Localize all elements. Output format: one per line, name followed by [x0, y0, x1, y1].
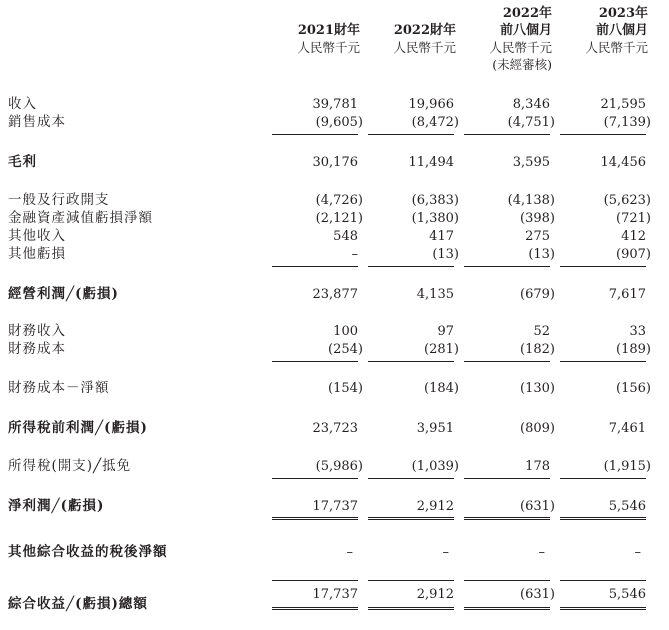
subtotal-rule — [368, 134, 454, 135]
subtotal-rule — [272, 478, 358, 479]
cell: (281) — [424, 342, 459, 357]
row-label: 所得稅(開支)╱抵免 — [8, 458, 132, 474]
row-label: 經營利潤╱(虧損) — [8, 286, 119, 302]
cell: 2,912 — [416, 499, 454, 514]
total-double-rule — [272, 607, 358, 610]
cell: (5,986) — [315, 459, 363, 474]
cell: (631) — [520, 587, 555, 602]
subtotal-rule — [464, 478, 550, 479]
col-header-8m2022 — [462, 5, 552, 73]
row-label: 淨利潤╱(虧損) — [8, 498, 105, 514]
subtotal-rule — [464, 580, 550, 581]
cell: (1,380) — [411, 211, 459, 226]
cell: (907) — [616, 247, 651, 262]
subtotal-rule — [464, 266, 550, 267]
cell: 19,966 — [408, 97, 454, 112]
cell: (398) — [520, 211, 555, 226]
total-double-rule — [464, 607, 550, 610]
cell: 39,781 — [312, 97, 358, 112]
cell: – — [442, 545, 449, 560]
cell: (13) — [432, 247, 459, 262]
col-year: 2023年 — [598, 6, 648, 21]
col-unit: 人民幣千元 — [297, 40, 360, 55]
cell: 8,346 — [512, 97, 550, 112]
cell: – — [351, 247, 358, 262]
subtotal-rule — [560, 478, 646, 479]
col-header-fy2022 — [366, 22, 456, 56]
cell: 7,461 — [608, 421, 646, 436]
cell: (4,726) — [315, 193, 363, 208]
cell: 5,546 — [608, 499, 646, 514]
cell: (8,472) — [411, 115, 459, 130]
total-double-rule — [272, 517, 358, 520]
cell: (1,039) — [411, 459, 459, 474]
cell: 100 — [333, 324, 358, 339]
subtotal-rule — [560, 134, 646, 135]
row-label: 一般及行政開支 — [8, 192, 110, 208]
row-label: 所得稅前利潤╱(虧損) — [8, 420, 148, 436]
total-double-rule — [368, 607, 454, 610]
col-period: 前八個月 — [595, 23, 648, 38]
subtotal-rule — [560, 361, 646, 362]
cell: 17,737 — [312, 499, 358, 514]
cell: (7,139) — [603, 115, 651, 130]
subtotal-rule — [272, 580, 358, 581]
total-double-rule — [368, 517, 454, 520]
subtotal-rule — [368, 361, 454, 362]
total-double-rule — [560, 517, 646, 520]
cell: 2,912 — [416, 587, 454, 602]
cell: (631) — [520, 499, 555, 514]
cell: (2,121) — [315, 211, 363, 226]
cell: 3,951 — [416, 421, 454, 436]
cell: – — [346, 545, 353, 560]
cell: 14,456 — [600, 155, 646, 170]
subtotal-rule — [368, 478, 454, 479]
cell: (809) — [520, 421, 555, 436]
col-year: 2021財年 — [297, 23, 360, 38]
subtotal-rule — [272, 361, 358, 362]
cell: 21,595 — [600, 97, 646, 112]
cell: 275 — [525, 229, 550, 244]
row-label: 綜合收益╱(虧損)總額 — [8, 596, 148, 612]
col-year: 2022年 — [502, 6, 552, 21]
cell: (4,751) — [507, 115, 555, 130]
cell: 30,176 — [312, 155, 358, 170]
row-label: 財務收入 — [8, 323, 66, 339]
cell: (5,623) — [603, 193, 651, 208]
subtotal-rule — [560, 266, 646, 267]
subtotal-rule — [464, 361, 550, 362]
cell: (4,138) — [507, 193, 555, 208]
cell: (184) — [424, 381, 459, 396]
col-unit: 人民幣千元 — [489, 40, 552, 55]
cell: 11,494 — [408, 155, 454, 170]
row-label: 其他綜合收益的稅後淨額 — [8, 544, 168, 560]
subtotal-rule — [272, 134, 358, 135]
cell: (182) — [520, 342, 555, 357]
cell: (721) — [616, 211, 651, 226]
cell: – — [634, 545, 641, 560]
row-label: 其他收入 — [8, 228, 66, 244]
cell: 7,617 — [608, 287, 646, 302]
col-unit: 人民幣千元 — [585, 40, 648, 55]
subtotal-rule — [272, 266, 358, 267]
cell: 33 — [629, 324, 646, 339]
cell: (6,383) — [411, 193, 459, 208]
subtotal-rule — [560, 580, 646, 581]
col-note: (未經審核) — [492, 57, 552, 72]
col-header-fy2021 — [270, 22, 360, 56]
cell: (254) — [328, 342, 363, 357]
cell: (9,605) — [315, 115, 363, 130]
cell: – — [538, 545, 545, 560]
cell: (154) — [328, 381, 363, 396]
subtotal-rule — [368, 580, 454, 581]
row-label: 其他虧損 — [8, 246, 66, 262]
col-header-8m2023 — [558, 5, 648, 56]
row-label: 財務成本－淨額 — [8, 380, 110, 396]
row-label: 收入 — [8, 96, 37, 112]
cell: (1,915) — [603, 459, 651, 474]
cell: 548 — [333, 229, 358, 244]
cell: 17,737 — [312, 587, 358, 602]
cell: 23,723 — [312, 421, 358, 436]
cell: 23,877 — [312, 287, 358, 302]
row-label: 財務成本 — [8, 341, 66, 357]
cell: 5,546 — [608, 587, 646, 602]
total-double-rule — [464, 517, 550, 520]
row-label: 銷售成本 — [8, 114, 66, 130]
cell: (156) — [616, 381, 651, 396]
cell: 3,595 — [512, 155, 550, 170]
cell: (130) — [520, 381, 555, 396]
col-unit: 人民幣千元 — [393, 40, 456, 55]
cell: 412 — [621, 229, 646, 244]
cell: 417 — [429, 229, 454, 244]
row-label: 毛利 — [8, 154, 37, 170]
subtotal-rule — [368, 266, 454, 267]
cell: 97 — [437, 324, 454, 339]
cell: (679) — [520, 287, 555, 302]
col-year: 2022財年 — [393, 23, 456, 38]
col-period: 前八個月 — [499, 23, 552, 38]
subtotal-rule — [464, 134, 550, 135]
cell: 52 — [533, 324, 550, 339]
cell: (189) — [616, 342, 651, 357]
cell: 178 — [525, 459, 550, 474]
row-label: 金融資產減值虧損淨額 — [8, 210, 153, 226]
cell: 4,135 — [416, 287, 454, 302]
cell: (13) — [528, 247, 555, 262]
total-double-rule — [560, 607, 646, 610]
